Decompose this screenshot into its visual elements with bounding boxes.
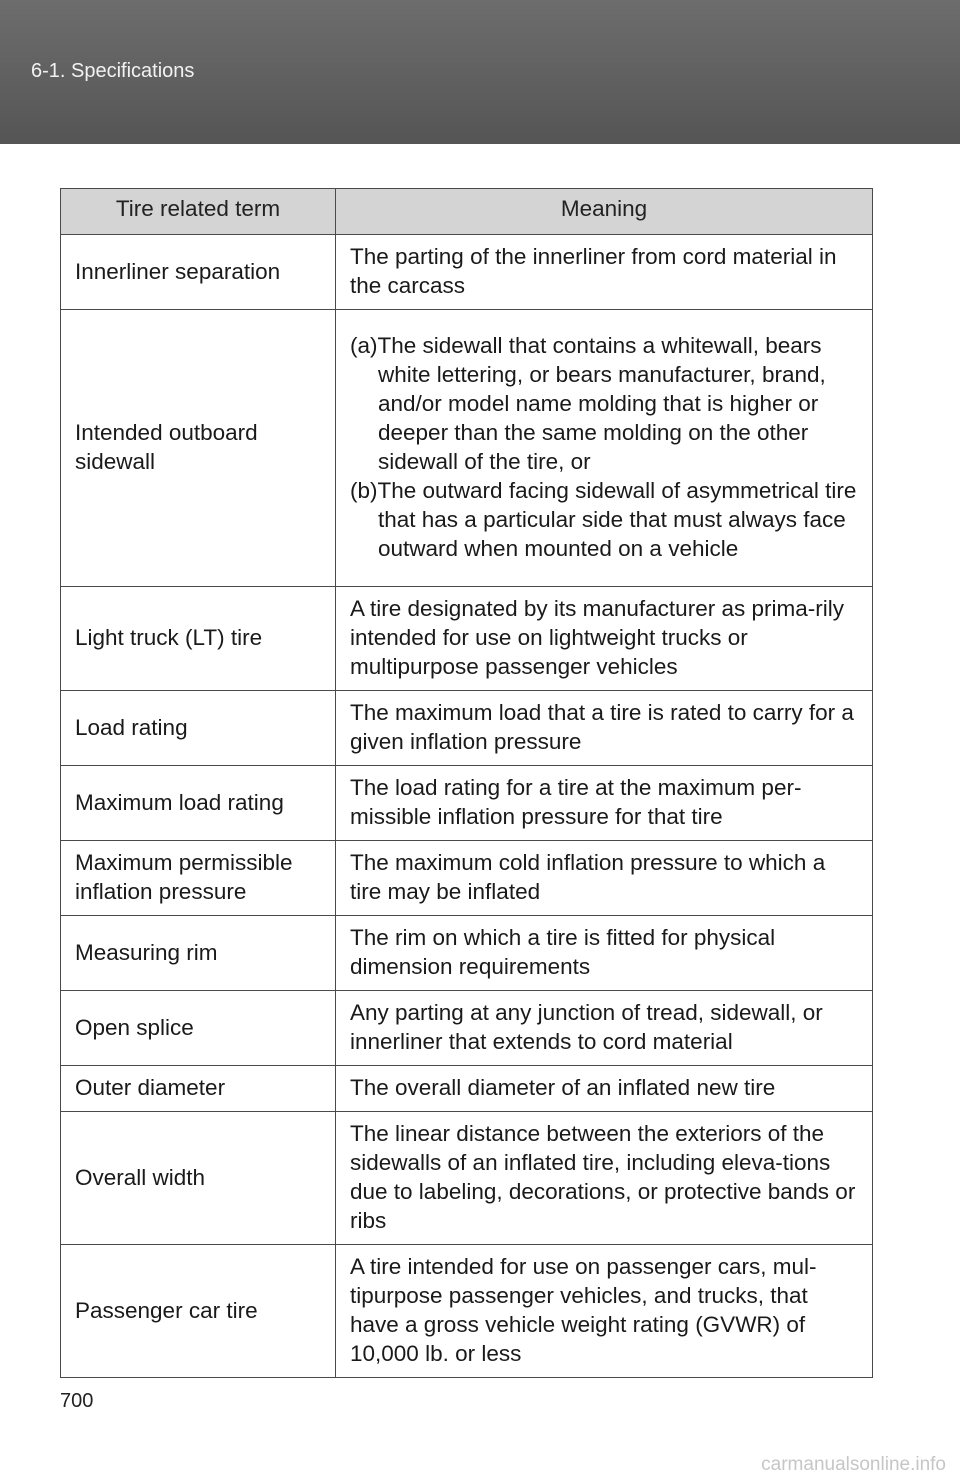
meaning-cell: Any parting at any junction of tread, sidewall, or innerliner that extends to cord material bbox=[336, 991, 873, 1066]
term-cell: Measuring rim bbox=[61, 916, 336, 991]
term-cell: Outer diameter bbox=[61, 1066, 336, 1112]
table-row bbox=[61, 691, 873, 766]
term-cell: Load rating bbox=[61, 691, 336, 766]
meaning-cell: A tire intended for use on passenger cars, mul-tipurpose passenger vehicles, and trucks, that have a gross vehicle weight rating (GVWR) of 10,000 lb. or less bbox=[336, 1245, 873, 1378]
term-cell: Intended outboard sidewall bbox=[61, 310, 336, 587]
table-row bbox=[61, 991, 873, 1066]
term-cell: Passenger car tire bbox=[61, 1245, 336, 1378]
table-row bbox=[61, 235, 873, 310]
meaning-cell: The overall diameter of an inflated new tire bbox=[336, 1066, 873, 1112]
meaning-cell bbox=[336, 310, 873, 587]
meaning-cell: The rim on which a tire is fitted for physical dimension requirements bbox=[336, 916, 873, 991]
meaning-cell: A tire designated by its manufacturer as prima-rily intended for use on lightweight trucks or multipurpose passenger vehicles bbox=[336, 587, 873, 691]
term-cell: Maximum load rating bbox=[61, 766, 336, 841]
section-label: 6-1. Specifications bbox=[31, 60, 195, 82]
meaning-item: (b)The outward facing sidewall of asymmetrical tire that has a particular side that must always face outward when mounted on a vehicle bbox=[350, 478, 857, 561]
table-row bbox=[61, 310, 873, 587]
table-row bbox=[61, 841, 873, 916]
meaning-cell: The linear distance between the exteriors of the sidewalls of an inflated tire, including eleva-tions due to labeling, decorations, or protective bands or ribs bbox=[336, 1112, 873, 1245]
column-header-meaning: Meaning bbox=[336, 189, 873, 235]
term-cell: Open splice bbox=[61, 991, 336, 1066]
table-row bbox=[61, 766, 873, 841]
meaning-cell: The maximum load that a tire is rated to carry for a given inflation pressure bbox=[336, 691, 873, 766]
section-header-bar bbox=[0, 0, 960, 144]
table-header-row bbox=[61, 189, 873, 235]
watermark: carmanualsonline.info bbox=[761, 1454, 946, 1475]
meaning-cell: The parting of the innerliner from cord material in the carcass bbox=[336, 235, 873, 310]
table-row bbox=[61, 587, 873, 691]
page-number: 700 bbox=[60, 1390, 94, 1412]
term-cell: Overall width bbox=[61, 1112, 336, 1245]
term-cell: Maximum permissible inflation pressure bbox=[61, 841, 336, 916]
tire-terms-table bbox=[60, 188, 873, 1378]
table-row bbox=[61, 916, 873, 991]
term-cell: Light truck (LT) tire bbox=[61, 587, 336, 691]
meaning-cell: The maximum cold inflation pressure to which a tire may be inflated bbox=[336, 841, 873, 916]
table-row bbox=[61, 1112, 873, 1245]
meaning-item: (a)The sidewall that contains a whitewall, bears white lettering, or bears manufacturer, brand, and/or model name molding that is higher or deeper than the same molding on the other sidewall of the tire, or bbox=[350, 333, 826, 474]
table-row bbox=[61, 1245, 873, 1378]
term-cell: Innerliner separation bbox=[61, 235, 336, 310]
column-header-term: Tire related term bbox=[61, 189, 336, 235]
meaning-cell: The load rating for a tire at the maximum per-missible inflation pressure for that tire bbox=[336, 766, 873, 841]
table-row bbox=[61, 1066, 873, 1112]
